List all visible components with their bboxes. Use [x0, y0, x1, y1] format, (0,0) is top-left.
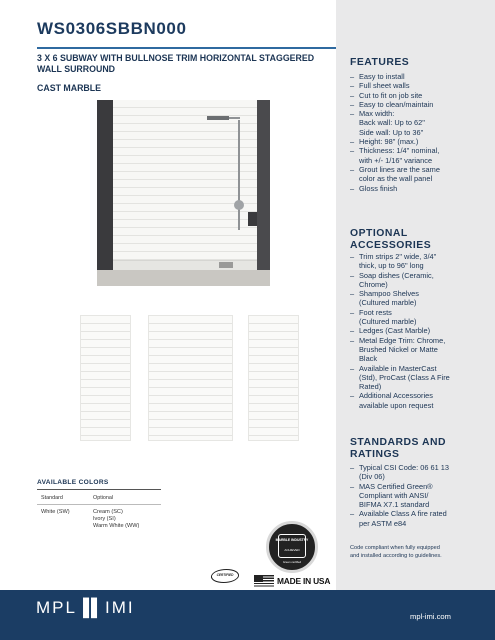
feature-item: – Gloss finish — [350, 183, 398, 193]
color-optional-values — [93, 509, 139, 529]
seal-text-3: Green certified — [282, 560, 302, 564]
colors-table-header — [37, 490, 161, 505]
color-option: Ivory (SI) — [93, 515, 116, 522]
shower-head-icon — [207, 116, 229, 120]
accessory-item: – Additional Accessories available upon request — [350, 391, 434, 410]
shower-drain — [219, 262, 233, 268]
bathroom-shelf — [248, 212, 257, 226]
color-option: Cream (SC) — [93, 509, 123, 515]
accessory-item: – Soap dishes (Ceramic, Chrome) — [350, 270, 434, 289]
features-title: FEATURES — [350, 57, 410, 68]
seal-text-1: MARBLE INDUSTRY — [275, 538, 309, 542]
us-flag-icon — [254, 575, 274, 588]
header-rule — [37, 47, 336, 49]
shower-photo — [97, 100, 270, 286]
accessory-item: – Available in MasterCast (Std), ProCast (Class A Fire Rated) — [350, 363, 450, 392]
accessory-item: – Trim strips 2" wide, 3/4" thick, up to 96" long — [350, 252, 437, 271]
features-list — [350, 72, 490, 193]
standards-list — [350, 463, 490, 528]
code-compliance-note: Code compliant when fully equipped and installed according to guidelines. — [350, 545, 442, 559]
back-panel-swatch — [148, 315, 233, 441]
shower-pipe — [238, 120, 240, 230]
available-colors-title: AVAILABLE COLORS — [37, 479, 109, 486]
green-certification-seal — [266, 521, 318, 573]
accessory-item: – Shampoo Shelves (Cultured marble) — [350, 289, 419, 308]
shower-base — [113, 260, 257, 270]
feature-item: – Easy to clean/maintain — [350, 99, 434, 109]
standard-item: – Typical CSI Code: 06 61 13 (Div 06) — [350, 463, 449, 482]
color-standard-value: White (SW) — [41, 509, 70, 515]
feature-item: – Cut to fit on job site — [350, 90, 423, 100]
made-in-usa: MADE IN USA — [277, 576, 331, 586]
color-option: Warm White (WW) — [93, 522, 140, 529]
colors-header-standard: Standard — [41, 495, 63, 501]
side-panel-swatch-left — [80, 315, 131, 441]
flag-canton — [254, 575, 263, 582]
certified-text: CERTIFIED — [216, 573, 234, 577]
colors-header-optional: Optional — [93, 495, 114, 501]
feature-item: – Easy to install — [350, 72, 405, 81]
product-material: CAST MARBLE — [37, 83, 102, 93]
feature-item: – Thickness: 1/4" nominal, with +/- 1/16" variance — [350, 146, 440, 165]
bathroom-floor — [97, 270, 270, 286]
product-title: 3 X 6 SUBWAY WITH BULLNOSE TRIM HORIZONTAL STAGGERED WALL SURROUND — [37, 53, 315, 74]
accessory-item: – Ledges (Cast Marble) — [350, 326, 431, 336]
certified-logo — [208, 566, 242, 586]
standard-item: – MAS Certified Green® Compliant with ANSI/ BIFMA X7.1 standard — [350, 481, 433, 510]
shower-valve — [234, 200, 244, 210]
accessories-list — [350, 252, 490, 410]
dark-wall-right — [257, 100, 270, 286]
website-link[interactable]: mpl-imi.com — [410, 612, 451, 621]
accessory-item: – Metal Edge Trim: Chrome, Brushed Nickel or Matte Black — [350, 335, 446, 364]
dark-wall-left — [97, 100, 113, 286]
feature-item: – Grout lines are the same color as the wall panel — [350, 164, 440, 184]
accessory-item: – Foot rests (Cultured marble) — [350, 307, 417, 327]
accessories-title: OPTIONAL ACCESSORIES — [350, 228, 432, 251]
model-number: WS0306SBBN000 — [37, 19, 187, 38]
feature-item: – Full sheet walls — [350, 81, 410, 91]
brand-logo: MPL▐▌IMI — [36, 598, 135, 617]
tile-wall — [113, 100, 257, 260]
standards-title: STANDARDS AND RATINGS — [350, 437, 446, 460]
seal-text-2: ACHIEVED — [284, 548, 300, 552]
feature-item: – Max width: Back wall: Up to 62" Side wall: Up to 36" — [350, 109, 425, 137]
side-panel-swatch-right — [248, 315, 299, 441]
standard-item: – Available Class A fire rated per ASTM e84 — [350, 509, 447, 528]
feature-item: – Height: 98" (max.) — [350, 137, 419, 147]
